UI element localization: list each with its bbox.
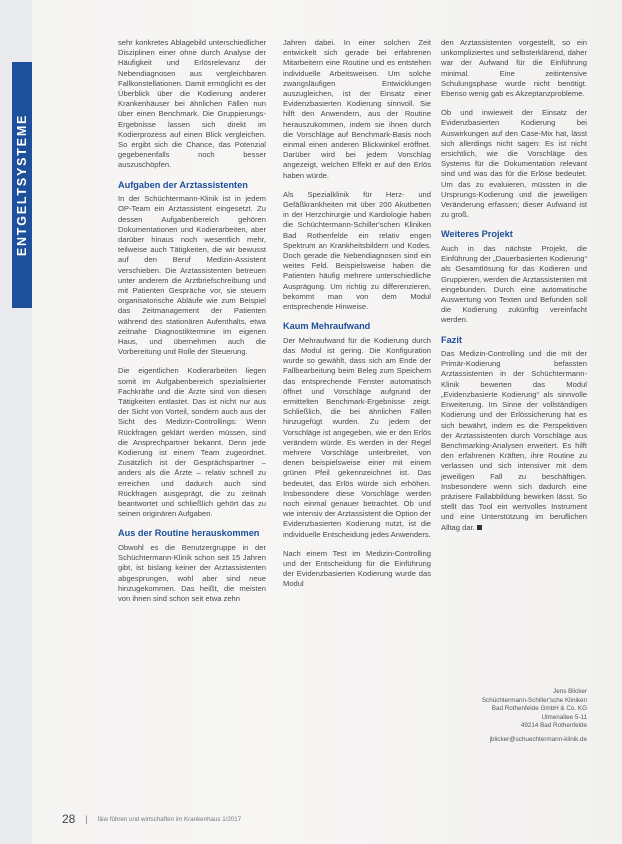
paragraph-text: Das Medizin-Controlling und die mit der Primär-Kodierung befassten Arztassistenten in der Schüchtermann-Klinik bewerten das Modul „Evidenzbasierte Kodierung“ als sinnvolle Erweiterung. Im Sinne der vollständigen Kodierung und der Erlössicherung hat es sich bewährt, indem es die Perspektiven der Arztassistenten durch Vorschläge aus Benchmarking-Analysen erweitert. Es hilft den erfahrenen Kräften, ihre Routine zu verlassen und sich intensiver mit dem jeweiligen Fall zu beschäftigen. Insbesondere wenn sich dadurch eine präzisere Fallabbildung bewirken lässt. So stellt das Tool ein wertvolles Instrument und eine Unterstützung im beruflichen Alltag dar. [441,349,587,532]
paragraph-text: In der Schüchtermann-Klinik ist in jedem OP-Team ein Arztassistent eingesetzt. Zu dessen Aufgabenbereich gehören Dokumentationen und Kodierarbeiten, aber darüber hinaus noch wesentlich mehr, teilweise auch Tätigkeiten, die wir bewusst auf den Beruf Medizin-Assistent verschieben. Die Arztassistenten betreuen unter anderem die Arztbriefschreibung und mit Patienten Gespräche vor, sie steuern organisatorische Abläufe wie zum Beispiel das Zeitmanagement der Patienten während des stationären Aufenthalts, etwa zeitnahe Diagnostiktermine im eigenen Haus, und übernehmen auch die Vorbereitung und Rolle der Steuerung. [118,194,266,357]
heading-text: Aufgaben der Arztassistenten [118,179,248,190]
body-paragraph [441,108,587,220]
body-paragraph [441,349,587,533]
paragraph-text: Als Spezialklinik für Herz- und Gefäßkrankheiten mit über 200 Akutbetten in der Herzchirurgie und Kardiologie haben die Schüchtermann-Schiller'schen Kliniken Bad Rothenfelde ein relativ engen Spektrum an Krankheitsbildern und Kodes. Doch gerade die Nebendiagnosen sind ein weites Feld. Beispielsweise haben die Patienten häufig mehrere unterschiedliche Ausprägung. Um richtig zu differenzieren, bekommt man von dem Modul entsprechende Hinweise. [283,189,431,312]
body-paragraph [283,336,431,540]
paragraph-text: Ob und inwieweit der Einsatz der Evidenzbasierten Kodierung bei Auswirkungen auf den Case-Mix hat, lässt sich allerdings nicht sagen: Es ist nicht ersichtlich, wie die Vorschläge des Systems für die Dokumentation relevant sind und was das für die Erlöse bedeutet. Um das zu evaluieren, müssten in die Ursprungs-Kodierung und die jeweiligen Veränderung erfassen; dieser Aufwand ist zu groß. [441,108,587,220]
author-signoff [441,688,587,745]
body-paragraph [441,38,587,99]
paragraph-text: Nach einem Test im Medizin-Controlling und der Entscheidung für die Einführung der Evidenzbasierten Kodierung wurde das Modul [283,548,431,589]
body-paragraph [283,549,431,590]
author-name: Jens Blicker [553,688,587,695]
body-paragraph [118,38,266,171]
paragraph-text: den Arztassistenten vorgestellt, so ein unkompliziertes und selbsterklärend, daher war der Aufwand für die Einführung minimal. Eine zeitintensive Schulungsphase wurde nicht benötigt. Ebenso wenig gab es Akzeptanzprobleme. [441,38,587,99]
author-org-1: Schüchtermann-Schiller'sche Kliniken [481,696,587,704]
section-heading [118,180,266,191]
body-paragraph [283,190,431,312]
section-label: ENTGELTSYSTEME [15,113,29,257]
body-paragraph [441,244,587,326]
paragraph-text: Der Mehraufwand für die Kodierung durch das Modul ist gering. Die Konfiguration wurde so gewählt, dass sich am Ende der Fallbearbeitung beim Beleg zum Speichern das entsprechende Fenster automatisch öffnet und Vorschläge aufgrund der ermittelten Benchmark-Ergebnisse zeigt. Schließlich, die bei ähnlichen Fällen hinzugefügt wurden. Zu jedem der Vorschläge ist angegeben, wie er den Erlös verändern würde. Es werden in der Regel mehrere Vorschläge unterbreitet, von denen beispielsweise einer mit einem grünen Pfeil gekennzeichnet ist. Das bedeutet, das Erlös würde sich erhöhen. Insbesondere diese Vorschläge werden noch einmal genauer betrachtet. Ob und wie intensiv der Arztassistent die Option der Evidenzbasierten Kodierung nutzt, ist die individuelle Entscheidung jedes Anwenders. [283,335,431,539]
author-street: Ulmenallee 5-11 [541,713,587,721]
section-heading [441,335,587,346]
heading-text: Kaum Mehraufwand [283,321,371,332]
paragraph-text: Auch in das nächste Projekt, die Einführung der „Dauerbasierten Kodierung“ als Gesamtlösung für das Kodieren und Gruppieren, werden die Arztassistenten mit eingebunden. Durch eine automatische Auswertung von Texten und Befunden soll die Kodierung zukünftig vereinfacht werden. [441,243,587,325]
section-heading [441,229,587,240]
paragraph-text: Jahren dabei. In einer solchen Zeit entwickelt sich gerade bei erfahrenen Mitarbeitern eine Routine und es entstehen individuelle Arbeitsweisen. Um solche zwangsläufigen Entwicklungen auszugleichen, ist der Einsatz einer Evidenzbasierten Kodierung sinnvoll. Sie hilft den Anwendern, aus der Routine herauszukommen, indem sie ihnen durch die Vorschläge auf Benchmark-Basis noch einmal einen anderen Blickwinkel eröffnet. Darüber wird bei jedem Vorschlag angezeigt, welchen Effekt er auf den Erlös haben würde. [283,38,431,180]
section-heading [283,321,431,332]
page-footer [62,812,241,826]
column-2 [283,38,431,599]
column-3 [441,38,587,542]
body-paragraph [118,366,266,519]
heading-text: Fazit [441,334,462,345]
section-heading [118,528,266,539]
body-paragraph [283,38,431,181]
body-paragraph [118,194,266,357]
author-city: 49214 Bad Rothenfelde [520,722,587,730]
author-org-2: Bad Rothenfelde GmbH & Co. KG [491,705,587,713]
paragraph-text: sehr konkretes Ablagebild unterschiedlicher Disziplinen einer ohne durch Analyse der Häufigkeit und Erlösrelevanz der Nebendiagnosen aus vergleichbaren Fallkonstellationen. Damit ermöglicht es der Überblick über die Kodierung anderer Krankenhäuser bei ähnlichen Fällen nun über einen Benchmark. Die Gruppierungs-Ergebnisse lassen sich direkt im Kodierprozess auf einen Blick vergleichen. So ergibt sich die Chance, das Potenzial gegebenenfalls noch besser auszuschöpfen. [118,38,266,170]
paragraph-text: Die eigentlichen Kodierarbeiten liegen somit im Aufgabenbereich spezialisierter Fachkräfte und die Ärzte sind von diesen Tätigkeiten entlastet. Das ist nicht nur aus der Sicht von Vorteil, sondern auch aus der Sicht des Medizin-Controllings: Wenn Rückfragen geklärt werden müssen, sind die Ansprechpartner bekannt. Denn jede Kodierung ist einem Team zugeordnet. Zusätzlich ist der Gesprächspartner – anders als die Ärzte – relativ schnell zu erreichen und dadurch auch sind Rückfragen ausgeprägt, die zu zeitnah beantwortet und schließlich gehört das zu seinen originären Aufgaben. [118,366,266,519]
column-1 [118,38,266,613]
body-paragraph [118,543,266,604]
page-number: 28 [62,812,76,826]
heading-text: Weiteres Projekt [441,229,513,240]
publication-name: f&w führen und wirtschaften im Krankenhaus 1/2017 [97,815,242,823]
paragraph-text: Obwohl es die Benutzergruppe in der Schüchtermann-Klinik schon seit 15 Jahren gibt, ist bislang keiner der Arztassistenten abgesprungen, wohl aber sind neue hinzugekommen. Das heißt, die meisten von ihnen sind schon seit etwa zehn [118,542,266,603]
author-email: jblicker@schuechtermann-klinik.de [489,735,587,743]
heading-text: Aus der Routine herauskommen [118,528,260,539]
footer-separator: | [85,814,88,824]
article-end-mark [477,525,482,530]
